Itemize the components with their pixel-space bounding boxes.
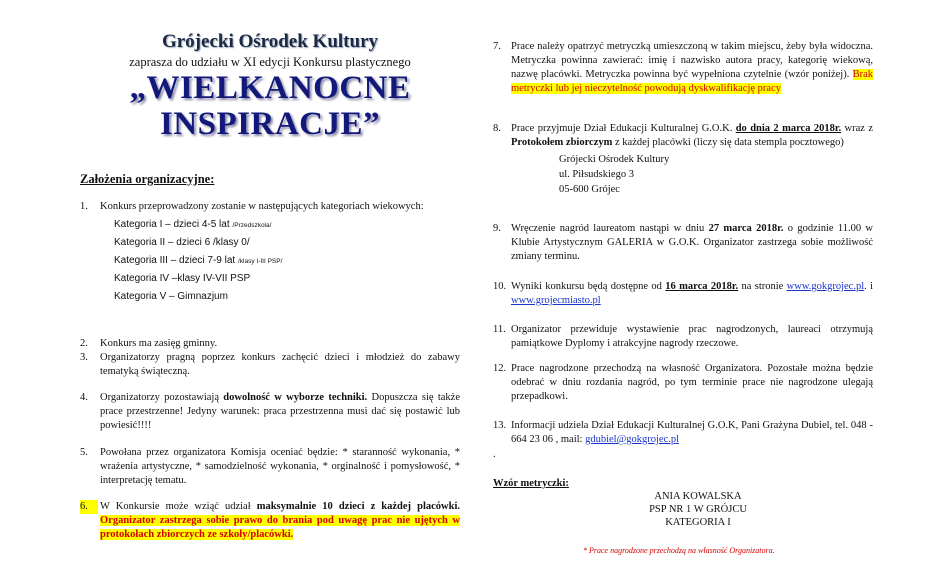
item-text: Wyniki konkursu będą dostępne od 16 marca 2018r. na stronie www.gokgrojec.pl. i www.grojecmiasto.pl [511,281,874,306]
left-column [80,30,461,540]
sample-label-heading: Wzór metryczki: [493,478,569,489]
rule-item-3 [80,351,460,379]
sample-line: KATEGORIA I [665,517,731,528]
item-text: Powołana przez organizatora Komisja oceniać będzie: * staranność wykonania, * wrażenia artystyczne, * samodzielność wykonania, * orginalność i pomysłowość, * interpretację tematu. [100,447,460,486]
address-line: 05-600 Grójec [559,184,620,195]
rule-item-4 [80,391,460,433]
category-item: Kategoria III – dzieci 7-9 lat /klasy I-III PSP/ [114,255,283,266]
item-number: 8. [493,123,501,134]
website-link-grojec[interactable]: www.grojecmiasto.pl [511,295,601,306]
item-text: Informacji udziela Dział Edukacji Kulturalnej G.O.K, Pani Grażyna Dubiel, tel. 048 - 664 23 06 , mail: gdubiel@gokgrojec.pl [511,420,873,445]
item-number: 6. [80,500,98,514]
item-number: 11. [493,324,506,335]
category-item: Kategoria V – Gimnazjum [114,291,228,302]
category-item: Kategoria IV –klasy IV-VII PSP [114,273,251,284]
item-text: Organizator przewiduje wystawienie prac nagrodzonych, laureaci otrzymują pamiątkowe Dyplomy i atrakcyjne nagrody rzeczowe. [511,324,873,349]
rule-item-2 [80,337,460,351]
rule-item-10 [493,280,873,308]
organizer-title: Grójecki Ośrodek Kultury [161,31,379,52]
item-number: 3. [80,352,88,363]
sample-line: PSP NR 1 W GRÓJCU [649,504,747,515]
item-number: 1. [80,201,88,212]
item-number: 4. [80,392,88,403]
item-text: Prace przyjmuje Dział Edukacji Kulturalnej G.O.K. do dnia 2 marca 2018r. wraz z Protokołem zbiorczym z każdej placówki (liczy się data stempla pocztowego) [511,123,873,148]
category-list [114,216,460,306]
highlighted-warning: Brak metryczki lub jej nieczytelność powodują dyskwalifikację pracy [511,69,873,94]
rule-item-1 [80,200,460,306]
category-item: Kategoria I – dzieci 4-5 lat /Przedszkola/ [114,219,272,230]
item-text: Prace należy opatrzyć metryczką umieszczoną w takim miejscu, żeby była widoczna. Metryczka powinna zawierać: imię i nazwisko autora pracy, kategorię wiekową, nazwę placówki. Metryczka powinna być wypełniona czytelnie (wzór poniżej). Brak metryczki lub jej nieczytelność powodują dyskwalifikację pracy [511,41,873,94]
rule-item-12 [493,362,873,404]
rule-item-8 [493,122,873,197]
rule-item-7 [493,40,873,96]
item-text: Prace nagrodzone przechodzą na własność Organizatora. Pozostałe można będzie odebrać w dniu rozdania nagród, po tym terminie prace nie nagrodzone ulegają przepadkowi. [511,363,873,402]
email-link[interactable]: gdubiel@gokgrojec.pl [585,434,680,445]
website-link-gok[interactable]: www.gokgrojec.pl [786,281,865,292]
item-number: 13. [493,420,507,431]
item-number: 10. [493,281,507,292]
invitation-line: zaprasza do udziału w XI edycji Konkursu plastycznego [129,55,411,69]
footnote: * Prace nagrodzone przechodzą na własność Organizatora. [583,546,775,555]
rule-item-11 [493,323,873,351]
item-number: 5. [80,447,88,458]
section-heading: Założenia organizacyjne: [80,172,215,186]
category-item: Kategoria II – dzieci 6 /klasy 0/ [114,237,250,248]
item-number: 9. [493,223,501,234]
address-block [559,152,873,197]
item-number: 2. [80,338,88,349]
sample-line: ANIA KOWALSKA [654,491,742,502]
item-text: Wręczenie nagród laureatom nastąpi w dniu 27 marca 2018r. o godzinie 11.00 w Klubie Artystycznym GALERIA w G.O.K. Organizator zastrzega sobie możliwość zmiany terminu. [511,223,873,262]
contest-title-line1: „WIELKANOCNE [129,70,411,106]
trailing-dot: . [493,449,496,460]
item-text: Konkurs przeprowadzony zostanie w następujących kategoriach wiekowych: [100,201,424,212]
item-text: W Konkursie może wziąć udział maksymalnie 10 dzieci z każdej placówki. Organizator zastrzega sobie prawo do brania pod uwagę prac nie ujętych w protokołach zbiorczych ze szkoły/placówki. [100,501,461,540]
rule-item-9 [493,222,873,264]
highlighted-warning: Organizator zastrzega sobie prawo do brania pod uwagę prac nie ujętych w protokołach zbiorczych ze szkoły/placówki. [100,515,460,540]
address-line: ul. Piłsudskiego 3 [559,169,634,180]
item-text: Organizatorzy pragną poprzez konkurs zachęcić dzieci i młodzież do zabawy tematyką świąteczną. [100,352,460,377]
rule-item-13 [493,419,873,447]
item-text: Organizatorzy pozostawiają dowolność w wyborze techniki. Dopuszcza się także prace przestrzenne! Jedyny warunek: praca przestrzenna musi dać się postawić lub powiesić!!!! [100,392,460,431]
item-number: 7. [493,41,501,52]
item-text: Konkurs ma zasięg gminny. [100,338,218,349]
rule-item-5 [80,446,460,488]
sample-label [618,490,778,529]
item-number: 12. [493,363,507,374]
contest-title-line2: INSPIRACJE” [159,106,381,142]
rule-item-6 [80,500,460,542]
address-line: Grójecki Ośrodek Kultury [559,154,670,165]
